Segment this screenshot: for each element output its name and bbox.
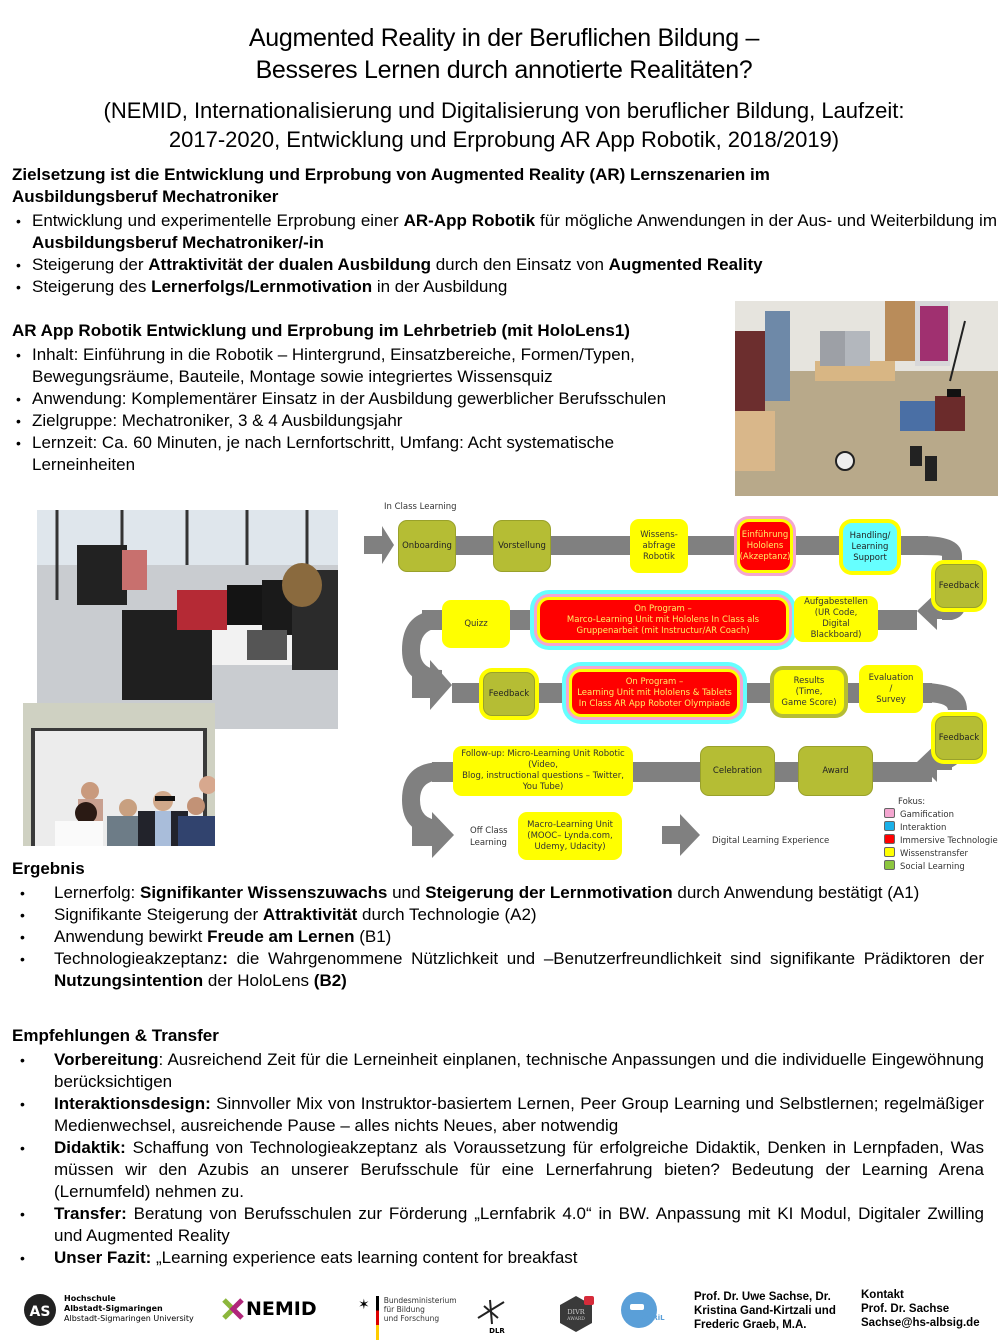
legend-title: Fokus:: [898, 797, 926, 807]
federal-eagle-icon: ✶: [358, 1296, 370, 1312]
node-celebration: Celebration: [700, 746, 775, 796]
bold-text: Unser Fazit:: [54, 1248, 152, 1267]
bold-text: (B2): [313, 971, 347, 990]
app-section: [12, 320, 732, 476]
result-item: [12, 904, 984, 926]
recommendations-heading: Empfehlungen & Transfer: [12, 1026, 219, 1045]
text: Schaffung von Technologieakzeptanz als Voraussetzung für erfolgreiche Didaktik, Denken in Lernpfaden, Was müssen wir den Azubis an unserer Berufsschule für eine Lernerfahrung bieten? Bedeutung der Learning Arena (Lernumfeld) nehmen zu.: [54, 1138, 984, 1201]
nemid-wordmark: NEMID: [246, 1298, 317, 1320]
recommendations-section: [12, 1025, 984, 1269]
recommendation-item: [12, 1203, 984, 1247]
result-item: [12, 882, 984, 904]
bold-text: Interaktionsdesign:: [54, 1094, 211, 1113]
goals-heading: Zielsetzung ist die Entwicklung und Erprobung von Augmented Reality (AR) Lernszenarien im Ausbildungsberuf Mechatroniker: [12, 165, 770, 206]
authors: [694, 1290, 836, 1332]
logo-divr-award: [556, 1294, 596, 1337]
legend-item-gamification: [884, 808, 998, 821]
text: Steigerung der: [32, 255, 149, 274]
bold-text: Attraktivität der dualen Ausbildung: [148, 255, 431, 274]
text: der HoloLens: [203, 971, 314, 990]
entry-arrow: [364, 526, 394, 564]
hs-name-line: Albstadt-Sigmaringen: [64, 1304, 163, 1313]
legend-item-interaktion: [884, 821, 998, 834]
nemid-x-icon: [222, 1298, 244, 1320]
photo-hololens-floor: [735, 301, 998, 496]
text: Anwendung bewirkt: [54, 927, 208, 946]
result-item: [12, 926, 984, 948]
poster-subtitle-line-2: 2017-2020, Entwicklung und Erprobung AR App Robotik, 2018/2019): [168, 127, 840, 152]
bold-text: Attraktivität: [262, 905, 358, 924]
text: und: [387, 883, 426, 902]
text: Entwicklung und experimentelle Erprobung einer: [32, 211, 404, 230]
legend-swatch: [884, 821, 895, 831]
hs-name-line: Hochschule: [64, 1294, 116, 1303]
bmbf-line: für Bildung: [383, 1305, 425, 1314]
results-heading: Ergebnis: [12, 859, 85, 878]
node-feedback-2: Feedback: [483, 672, 535, 716]
legend-label: Social Learning: [900, 862, 965, 872]
node-quizz: Quizz: [442, 600, 510, 648]
avril-wordmark: AVRiL: [642, 1314, 665, 1322]
legend-swatch: [884, 847, 895, 857]
text: die Wahrgenommene Nützlichkeit und –Benutzerfreundlichkeit sind signifikante Prädiktoren der: [227, 949, 984, 968]
contact-block: [861, 1288, 980, 1330]
node-award: Award: [798, 746, 873, 796]
goal-item: [12, 276, 997, 298]
node-vorstellung: Vorstellung: [493, 520, 551, 572]
node-einfuehrung-hololens: Einführung Hololens (Akzeptanz): [740, 522, 790, 570]
goals-section: [12, 164, 997, 298]
text: Technologieakzeptanz: [54, 949, 223, 968]
digital-learning-experience-label: Digital Learning Experience: [712, 836, 830, 846]
node-aufgabestellen: Aufgabestellen (UR Code, Digital Blackboard): [794, 596, 878, 642]
goal-item: [12, 210, 997, 254]
bold-text: AR-App Robotik: [403, 211, 536, 230]
off-class-label-line: Learning: [470, 838, 507, 848]
app-item: • Zielgruppe: Mechatroniker, 3 & 4 Ausbildungsjahr: [12, 410, 732, 432]
dlr-wordmark: DLR: [489, 1327, 505, 1335]
bmbf-line: Bundesministerium: [383, 1296, 457, 1305]
poster-title-line-2: Besseres Lernen durch annotierte Realitäten?: [255, 56, 753, 84]
legend-label: Wissenstransfer: [900, 849, 969, 859]
off-class-learning-label: [470, 825, 508, 849]
results-section: [12, 858, 984, 992]
in-class-learning-label: In Class Learning: [384, 502, 457, 512]
legend-swatch: [884, 834, 895, 844]
poster-title-line-1: Augmented Reality in der Beruflichen Bildung –: [248, 24, 760, 52]
bold-text: Didaktik:: [54, 1138, 126, 1157]
node-wissensabfrage: Wissens- abfrage Robotik: [630, 519, 688, 573]
node-evaluation-survey: Evaluation / Survey: [859, 665, 923, 713]
text: „Learning experience eats learning content for breakfast: [151, 1248, 578, 1267]
bold-text: :: [222, 949, 228, 968]
logo-bmbf: [358, 1296, 457, 1340]
legend-item-immersive: [884, 834, 998, 847]
node-onboarding: Onboarding: [398, 520, 456, 572]
node-handling-support: Handling/ Learning Support: [843, 523, 897, 571]
logo-avril: [620, 1290, 665, 1335]
text: Sinnvoller Mix von Instruktor-basiertem Lernen, Peer Group Learning und Selbstlernen; regelmäßiger Medienwechsel, ausreichende Pause – alles nichts Neues, aber notwendig: [54, 1094, 984, 1135]
bold-text: Signifikanter Wissenszuwachs: [140, 883, 388, 902]
learning-flow-diagram: [362, 500, 1008, 872]
text: durch den Einsatz von: [430, 255, 609, 274]
off-class-label-line: Off Class: [470, 826, 508, 836]
recommendation-item: [12, 1137, 984, 1203]
bold-text: Freude am Lernen: [207, 927, 355, 946]
recommendation-item: [12, 1247, 984, 1269]
text: für mögliche Anwendungen in der Aus- und Weiterbildung im: [535, 211, 997, 230]
legend-swatch: [884, 808, 895, 818]
divr-text: DIVR: [567, 1308, 585, 1316]
node-macro-learning-unit: Macro-Learning Unit (MOOC– Lynda.com, Udemy, Udacity): [518, 812, 622, 860]
bold-text: Ausbildungsberuf Mechatroniker/-in: [32, 233, 324, 252]
logo-nemid: [222, 1298, 317, 1320]
legend-label: Interaktion: [900, 823, 947, 833]
text: : Ausreichend Zeit für die Lerneinheit einplanen, technische Anpassungen und die individuelle Eingewöhnung berücksichtigen: [54, 1050, 984, 1091]
bold-text: Transfer:: [54, 1204, 127, 1223]
flag-bar: [376, 1296, 379, 1340]
authors-line: Prof. Dr. Uwe Sachse, Dr.: [694, 1291, 831, 1303]
photo-classroom-group: [37, 510, 338, 729]
legend-label: Immersive Technologie: [900, 836, 998, 846]
bold-text: Vorbereitung: [54, 1050, 159, 1069]
app-item: • Inhalt: Einführung in die Robotik – Hintergrund, Einsatzbereiche, Formen/Typen, Bewegungsräume, Bauteile, Montage sowie integriertes Wissensquiz: [12, 344, 732, 388]
bold-text: Steigerung der Lernmotivation: [425, 883, 673, 902]
text: Lernerfolg:: [54, 883, 140, 902]
poster-subtitle-line-1: (NEMID, Internationalisierung und Digitalisierung von beruflicher Bildung, Laufzeit:: [103, 98, 905, 123]
hs-name-line: Albstadt-Sigmaringen University: [64, 1314, 194, 1323]
text: Signifikante Steigerung der: [54, 905, 263, 924]
node-follow-up: Follow-up: Micro-Learning Unit Robotic (Video, Blog, instructional questions – Twitter, You Tube): [453, 746, 633, 796]
bmbf-line: und Forschung: [383, 1314, 440, 1323]
app-item: • Lernzeit: Ca. 60 Minuten, je nach Lernfortschritt, Umfang: Acht systematische Lerneinheiten: [12, 432, 692, 476]
text: Steigerung des: [32, 277, 152, 296]
contact-name: Prof. Dr. Sachse: [861, 1303, 950, 1315]
divr-text: AWARD: [567, 1317, 585, 1322]
goal-item: [12, 254, 997, 276]
result-item: [12, 948, 984, 992]
legend-label: Gamification: [900, 810, 954, 820]
bold-text: Lernerfolgs/Lernmotivation: [151, 277, 373, 296]
contact-title: Kontakt: [861, 1289, 904, 1301]
node-on-program-olympiade: On Program – Learning Unit mit Hololens & Tablets In Class AR App Roboter Olympiade: [572, 672, 737, 714]
logo-dlr: [474, 1296, 510, 1335]
recommendation-item: [12, 1093, 984, 1137]
bold-text: Nutzungsintention: [54, 971, 204, 990]
authors-line: Kristina Gand-Kirtzali und: [694, 1305, 836, 1317]
text: Beratung von Berufsschulen zur Förderung „Lernfabrik 4.0“ in BW. Anpassung mit KI Modul, Digitaler Zwilling und Augmented Reality: [54, 1204, 984, 1245]
app-item: • Anwendung: Komplementärer Einsatz in der Ausbildung gewerblicher Berufsschulen: [12, 388, 732, 410]
text: durch Anwendung bestätigt (A1): [672, 883, 920, 902]
recommendation-item: [12, 1049, 984, 1093]
photo-project-team: [23, 703, 215, 846]
svg-text:AS: AS: [29, 1304, 51, 1320]
logo-hs-albstadt-sigmaringen: [20, 1288, 194, 1328]
node-results: Results (Time, Game Score): [774, 670, 844, 714]
contact-email-link[interactable]: Sachse@hs-albsig.de: [861, 1317, 980, 1329]
dlr-icon: [474, 1296, 510, 1326]
node-on-program-marco-learning: On Program – Marco-Learning Unit mit Hololens In Class als Gruppenarbeit (mit Instructur/AR Coach): [540, 600, 786, 640]
authors-line: Frederic Graeb, M.A.: [694, 1319, 807, 1331]
avril-icon: [620, 1290, 660, 1330]
node-feedback-1: Feedback: [935, 564, 983, 608]
text: in der Ausbildung: [372, 277, 508, 296]
app-heading: AR App Robotik Entwicklung und Erprobung im Lehrbetrieb (mit HoloLens1): [12, 321, 630, 340]
text: durch Technologie (A2): [357, 905, 537, 924]
bold-text: Augmented Reality: [608, 255, 763, 274]
node-feedback-3: Feedback: [935, 716, 983, 760]
hs-logo-icon: [20, 1288, 60, 1328]
text: (B1): [354, 927, 392, 946]
